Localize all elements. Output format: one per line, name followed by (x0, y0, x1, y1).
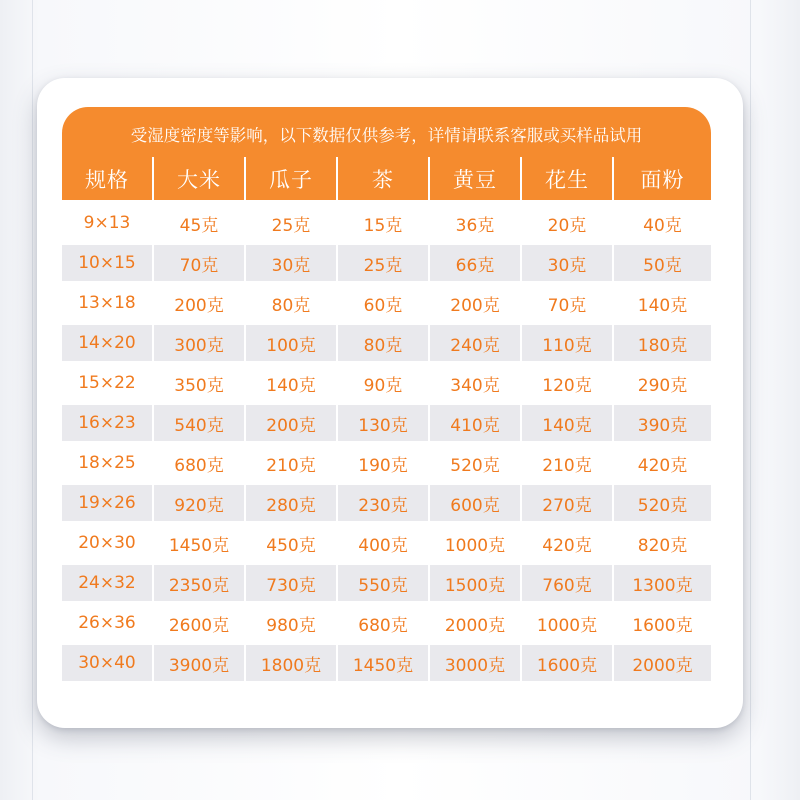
header-cell-spec: 规格 (62, 157, 154, 205)
cell-flour: 40克 (614, 205, 711, 245)
cell-rice: 1450克 (154, 525, 246, 565)
cell-spec: 26×36 (62, 605, 154, 645)
cell-peanut: 70克 (522, 285, 614, 325)
cell-seeds: 210克 (246, 445, 338, 485)
cell-rice: 300克 (154, 325, 246, 365)
cell-flour: 1600克 (614, 605, 711, 645)
cell-peanut: 30克 (522, 245, 614, 285)
cell-peanut: 1000克 (522, 605, 614, 645)
cell-spec: 14×20 (62, 325, 154, 365)
cell-rice: 920克 (154, 485, 246, 525)
cell-soybean: 1500克 (430, 565, 522, 605)
cell-rice: 2600克 (154, 605, 246, 645)
cell-spec: 24×32 (62, 565, 154, 605)
cell-flour: 820克 (614, 525, 711, 565)
cell-seeds: 30克 (246, 245, 338, 285)
cell-spec: 30×40 (62, 645, 154, 685)
cell-soybean: 410克 (430, 405, 522, 445)
cell-peanut: 420克 (522, 525, 614, 565)
cell-rice: 200克 (154, 285, 246, 325)
cell-rice: 70克 (154, 245, 246, 285)
cell-peanut: 120克 (522, 365, 614, 405)
cell-peanut: 20克 (522, 205, 614, 245)
cell-flour: 390克 (614, 405, 711, 445)
cell-soybean: 600克 (430, 485, 522, 525)
cell-tea: 190克 (338, 445, 430, 485)
cell-seeds: 100克 (246, 325, 338, 365)
cell-seeds: 140克 (246, 365, 338, 405)
cell-seeds: 1800克 (246, 645, 338, 685)
cell-flour: 420克 (614, 445, 711, 485)
cell-tea: 80克 (338, 325, 430, 365)
cell-spec: 9×13 (62, 205, 154, 245)
right-edge-line (750, 0, 751, 800)
cell-peanut: 110克 (522, 325, 614, 365)
cell-peanut: 1600克 (522, 645, 614, 685)
header-cell-rice: 大米 (154, 157, 246, 205)
cell-flour: 2000克 (614, 645, 711, 685)
cell-tea: 60克 (338, 285, 430, 325)
cell-soybean: 2000克 (430, 605, 522, 645)
cell-flour: 140克 (614, 285, 711, 325)
cell-seeds: 980克 (246, 605, 338, 645)
cell-tea: 680克 (338, 605, 430, 645)
header-cell-tea: 茶 (338, 157, 430, 205)
cell-seeds: 280克 (246, 485, 338, 525)
cell-soybean: 66克 (430, 245, 522, 285)
header-cell-peanut: 花生 (522, 157, 614, 205)
cell-tea: 90克 (338, 365, 430, 405)
cell-spec: 10×15 (62, 245, 154, 285)
cell-tea: 15克 (338, 205, 430, 245)
cell-peanut: 140克 (522, 405, 614, 445)
cell-soybean: 240克 (430, 325, 522, 365)
cell-seeds: 730克 (246, 565, 338, 605)
cell-seeds: 25克 (246, 205, 338, 245)
cell-flour: 290克 (614, 365, 711, 405)
header-cell-seeds: 瓜子 (246, 157, 338, 205)
cell-tea: 130克 (338, 405, 430, 445)
cell-rice: 3900克 (154, 645, 246, 685)
cell-peanut: 270克 (522, 485, 614, 525)
cell-peanut: 760克 (522, 565, 614, 605)
cell-seeds: 200克 (246, 405, 338, 445)
cell-seeds: 80克 (246, 285, 338, 325)
cell-rice: 45克 (154, 205, 246, 245)
left-edge-line (32, 0, 33, 800)
cell-rice: 2350克 (154, 565, 246, 605)
cell-soybean: 1000克 (430, 525, 522, 565)
notice-banner: 受湿度密度等影响，以下数据仅供参考，详情请联系客服或买样品试用 (62, 107, 711, 157)
cell-peanut: 210克 (522, 445, 614, 485)
header-cell-flour: 面粉 (614, 157, 711, 205)
cell-tea: 400克 (338, 525, 430, 565)
cell-spec: 19×26 (62, 485, 154, 525)
cell-soybean: 200克 (430, 285, 522, 325)
cell-rice: 540克 (154, 405, 246, 445)
cell-rice: 350克 (154, 365, 246, 405)
cell-soybean: 36克 (430, 205, 522, 245)
cell-tea: 550克 (338, 565, 430, 605)
cell-soybean: 520克 (430, 445, 522, 485)
cell-tea: 1450克 (338, 645, 430, 685)
cell-spec: 13×18 (62, 285, 154, 325)
cell-rice: 680克 (154, 445, 246, 485)
cell-soybean: 3000克 (430, 645, 522, 685)
cell-soybean: 340克 (430, 365, 522, 405)
cell-spec: 20×30 (62, 525, 154, 565)
cell-spec: 16×23 (62, 405, 154, 445)
cell-seeds: 450克 (246, 525, 338, 565)
capacity-table (62, 157, 711, 685)
cell-spec: 15×22 (62, 365, 154, 405)
cell-flour: 520克 (614, 485, 711, 525)
cell-tea: 25克 (338, 245, 430, 285)
cell-flour: 180克 (614, 325, 711, 365)
cell-spec: 18×25 (62, 445, 154, 485)
cell-flour: 50克 (614, 245, 711, 285)
cell-flour: 1300克 (614, 565, 711, 605)
cell-tea: 230克 (338, 485, 430, 525)
header-cell-soybean: 黄豆 (430, 157, 522, 205)
